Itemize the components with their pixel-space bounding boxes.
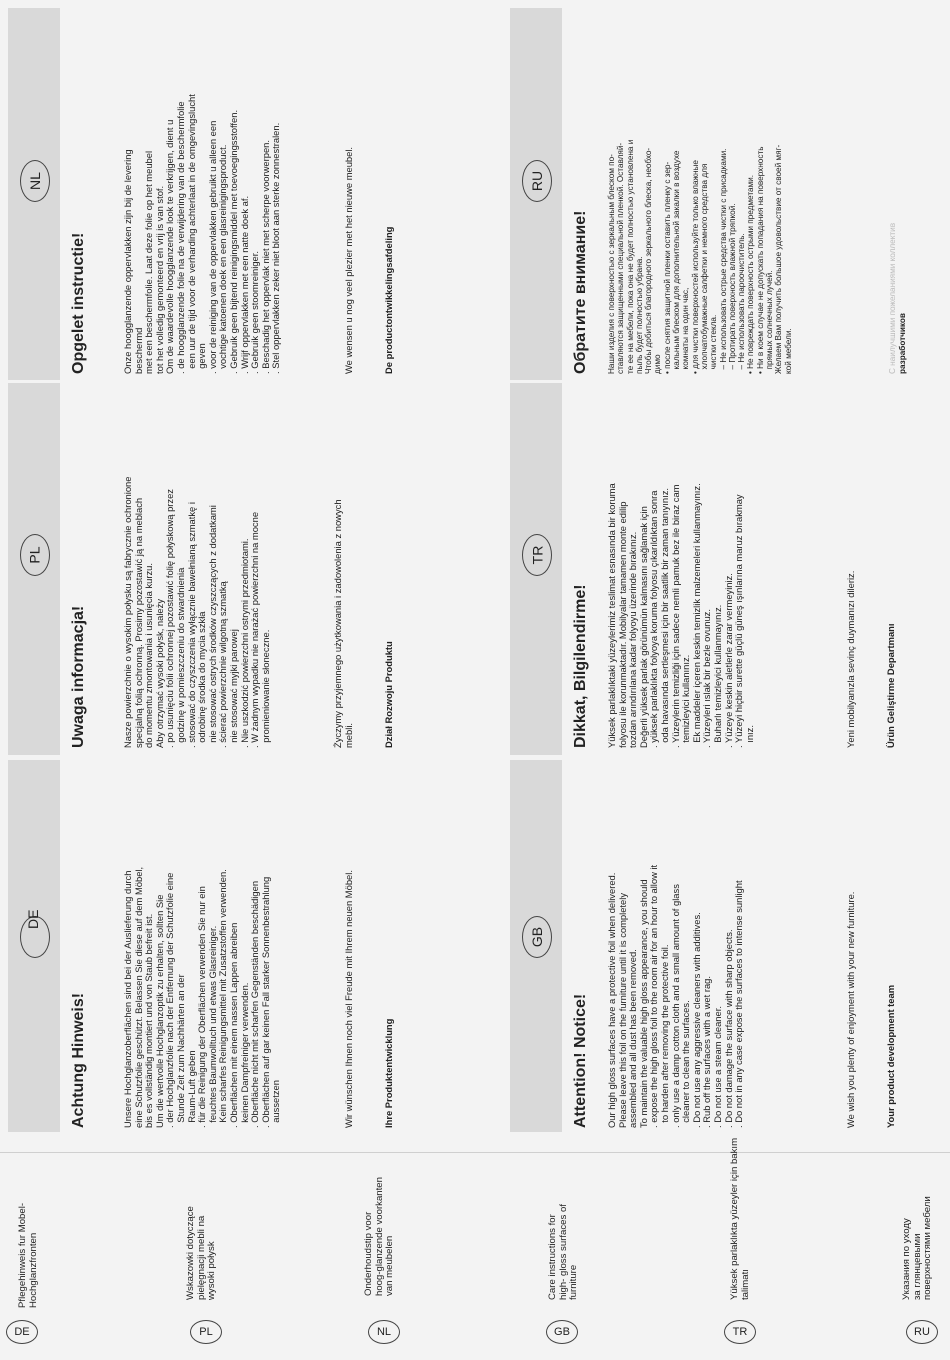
sidebar-badge-nl: NL	[368, 1320, 400, 1344]
section-sign-nl: De productontwikkelingsafdeling	[383, 226, 394, 374]
section-closing-gb: We wish you plenty of enjoyment with your new furniture.	[845, 891, 856, 1128]
section-sign-ru: разработчиков	[898, 313, 907, 374]
section-sign-gb: Your product development team	[885, 984, 896, 1128]
section-closing-tr: Yeni mobilyanızla sevinç duymanızı dileriz.	[845, 570, 856, 748]
section-closing-nl: We wensen u nog veel plezier met het nieuwe meubel.	[343, 146, 354, 374]
section-title-ru: Обратите внимание!	[572, 210, 589, 374]
sidebar-badge-gb: GB	[546, 1320, 578, 1344]
section-title-de: Achtung Hinweis!	[70, 992, 87, 1128]
section-body-de: Unsere Hochglanzoberflächen sind bei der Auslieferung durch eine Schutzfolie geschützt. Belassen Sie diese auf dem Möbel, bis es vollständig montiert und von Staub befreit ist. Um die wertvolle Hochglanzoptik zu erhalten, sollten Sie . der Hochglanzfolie nach der Entfernung der Schutzfolie eine Stunde Zeit zum Nachhärten an der Raum-Luft geben . für die Reinigung der Oberflächen verwenden Sie nur ein feuchtes Baumwolltuch und etwas Glasreiniger. Kein scharfes Reinigungsmittel mit Zusatzstoffen verwenden. . Oberflächen mit einem nassen Lappen abreiben keinen Dampfreiniger verwenden. . Oberfläche nicht mit scharfen Gegenständen beschädigen . Oberflächen auf gar keinen Fall starker Sonnenbestrahlung aussetzen	[122, 866, 282, 1128]
sidebar-divider	[0, 1152, 950, 1153]
badge-nl: NL	[20, 160, 50, 202]
section-closing-de: Wir wünschen Ihnen noch viel Freude mit Ihrem neuen Möbel.	[343, 870, 354, 1128]
section-body-tr: Yüksek parlaklıktaki yüzeylerimiz teslimat esnasında bir koruma folyosu ile korunmaktadır. Mobilyalar tamamen monte edilip tozdan arındırılana kadar folyoyu üzerinde bırakınız. Değerli yüksek parlak görünümün kalmasını sağlamak için . yüksek parlaklıkta folyoya koruma folyosu çıkarıldıktan sonra oda havasında sertleşmesi için bir saatlik bir zaman tanıyınız. . Yüzeylerin temizliği için sadece nemli pamuk bez ile biraz cam temizleyici kullanınız. Ek maddeler içeren keskin temizlik malzemeleri kullanmayınız. . Yüzeyleri ıslak bir bezle ovunuz. Buharlı temizleyici kullanmayınız. . Yüzeye keskin aletlerle zarar vermeyiniz. . Yüzeyi hiçbir surette güçlü güneş ışınlarına maruz bırakmay ınız.	[606, 483, 755, 748]
badge-gb: GB	[522, 916, 552, 958]
badge-pl: PL	[20, 534, 50, 576]
badge-de: DE	[20, 916, 50, 958]
section-body-gb: Our high gloss surfaces have a protective foil when delivered. Please leave this foil on the furniture until it is completely assembled and all dust has been removed. To maintain the valuable high gloss appearance, you should . expose the high gloss foil to the room air for an hour to allow it to harden after removing the protective foil. . only use a damp cotton cloth and a small amount of glass cleaner to clean the surfaces. . Do not use any aggressive cleaners with additives. . Rub off the surfaces with a wet rag. . Do not use a steam cleaner. . Do not damage the surface with sharp objects. . Do not in any case expose the surfaces to intense sunlight	[606, 864, 745, 1128]
section-sign-de: Ihre Produktentwicklung	[383, 1018, 394, 1128]
sidebar-badge-tr: TR	[724, 1320, 756, 1344]
section-title-tr: Dikkat, Bilgilendirme!	[572, 584, 589, 748]
section-closing-ru: С наилучшими пожеланиями коллектив	[888, 222, 897, 374]
badge-tr: TR	[522, 534, 552, 576]
section-body-nl: Onze hoogglanzende oppervlakken zijn bij de levering beschermd met een beschermfolie. Laat deze folie op het meubel tot het volledig gemonteerd en vrij is van stof. Om de waardevolle hoogglanzende look te verkrijgen, dient u . de hoogglanzende folie na de verwijdering van de beschermfolie een uur de tijd voor de verharding achterlaat in de omgevingslucht geven . voor de reiniging van de oppervlakken gebruikt u alleen een vochtige katoenen doek en een glasreinigingsproduct. . Gebruik geen bijtend reinigingsmiddel met toevoegingsstoffen. . Wrijf oppervlakken met een natte doek af. . Gebruik geen stoomreiniger. . Beschadig het oppervlak niet met scherpe voorwerpen. . Stel oppervlakken zeker niet bloot aan sterke zonnestralen.	[122, 94, 282, 374]
sidebar-label-gb: Care instructions for high- gloss surfaces of furniture	[547, 1204, 579, 1300]
sidebar-label-tr: Yüksek parlaklıkta yüzeyler için bakım talimatı	[729, 1137, 751, 1300]
sidebar-label-pl: Wskazowki dotyczące pielęgnacji mebli na wysoki połysk	[185, 1206, 217, 1300]
section-title-pl: Uwaga informacja!	[70, 605, 87, 748]
section-title-gb: Attention! Notice!	[572, 993, 589, 1128]
section-body-pl: Nasze powierzchnie o wysokim połysku są fabrycznie ochronione specjalną folią ochronną. Prosimy pozostawić ją na meblach do momentu zmontowania i usunięcia kurzu. Aby otrzymać wysoki połysk, należy . po usunięciu folii ochronnej pozostawić folię połyskową przez godzinę w pomieszczeniu do stwardnienia . stosować do czyszczenia wyłącznie bawełnianą szmatkę i odrobinę środka do mycia szkła nie stosować ostrych środków czyszczących z dodatkami . ścierać powierzchnie wilgotną szmatką nie stosować myjki parowej . Nie uszkodzić powierzchni ostrymi przedmiotami. . W żadnym wypadku nie narażać powierzchni na mocne promieniowanie słoneczne.	[122, 476, 271, 748]
sidebar-label-nl: Onderhoudstip voor hoog-glanzende voorkanten van meubelen	[363, 1177, 395, 1296]
section-sign-pl: Dział Rozwoju Produktu	[383, 641, 394, 748]
sidebar-badge-pl: PL	[190, 1320, 222, 1344]
section-body-ru: Наши изделия с поверхностью с зеркальным блеском по- ставляются защищенными специальной пленкой. Оставляй- те ее на мебели, пока она не будет полностью установлена и пыль будет полностью убрана. Чтобы добиться благородного зеркального блеска, необхо- димо • после снятия защитной пленки оставить пленку с зер- кальным блеском для дополнительной закалки в воздухе комнаты на один час, • для чистки поверхностей используйте только влажные хлопчатобумажные салфетки и немного средства для чистки стекла. – Не использовать острые средства чистки с присадками. – Протирать поверхность влажной тряпкой. – Не использовать пароочиститель. • Не повреждать поверхность острыми предметами. • Ни в коем случае не допускать попадания на поверхность прямых солнечных лучей. Желаем Вам получить большое удовольствие от своей мяг- кой мебели.	[607, 139, 793, 374]
badge-ru: RU	[522, 160, 552, 202]
sidebar-label-de: Pflegehinweis fur Mobel- Hochglanzfronten	[17, 1202, 39, 1308]
sidebar-badge-de: DE	[6, 1320, 38, 1344]
section-closing-pl: Życzymy przyjemnego użytkowania i zadowolenia z nowych mebli.	[332, 499, 354, 748]
sidebar-badge-ru: RU	[906, 1320, 938, 1344]
section-title-nl: Opgelet instructie!	[70, 232, 87, 374]
sidebar-label-ru: Указания по уходу за глянцевыми поверхностями мебели	[901, 1196, 933, 1300]
section-sign-tr: Ürün Geliştirme Departmanı	[885, 623, 896, 748]
